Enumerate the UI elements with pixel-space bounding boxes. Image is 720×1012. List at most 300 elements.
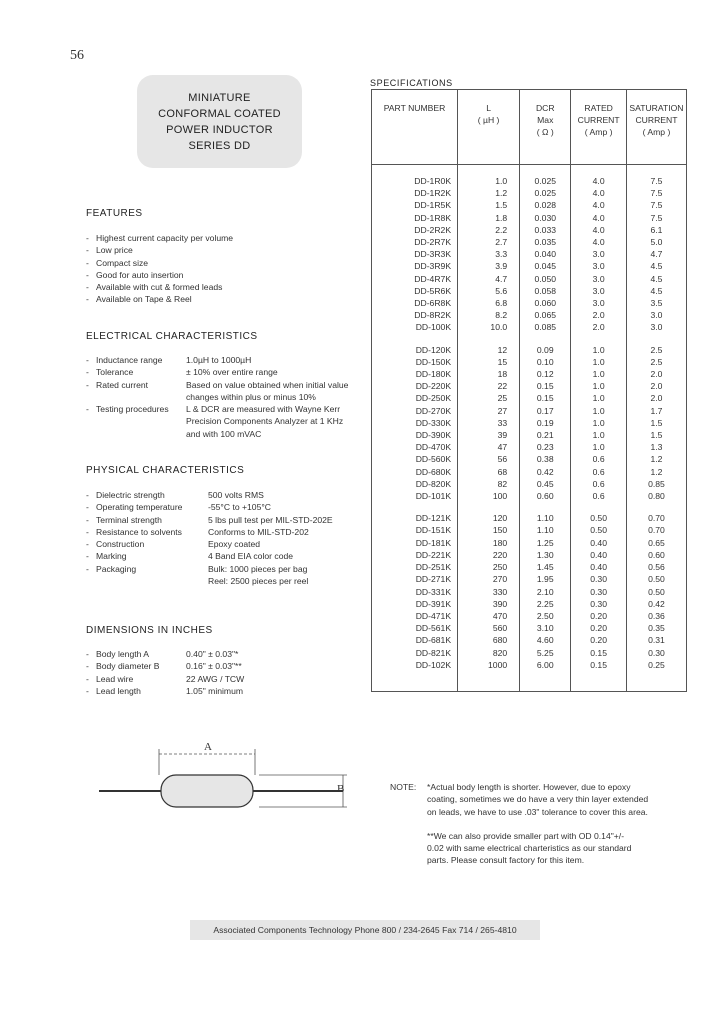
inductance-cell: 220 <box>458 549 520 561</box>
rated-current-cell: 0.50 <box>571 524 627 536</box>
dcr-cell: 0.12 <box>520 368 571 380</box>
spec-group-spacer <box>372 334 687 344</box>
spec-row <box>372 573 687 585</box>
dimension-row: - Lead wire 22 AWG / TCW <box>86 673 245 684</box>
feature-item: - Highest current capacity per volume <box>86 233 234 243</box>
electrical-heading: ELECTRICAL CHARACTERISTICS <box>86 331 258 342</box>
inductance-cell: 25 <box>458 392 520 404</box>
spec-row <box>372 429 687 441</box>
rated-current-cell: 0.50 <box>571 512 627 524</box>
part-number-cell: DD-681K <box>372 634 458 646</box>
dcr-cell: 0.10 <box>520 356 571 368</box>
dcr-cell: 0.045 <box>520 260 571 272</box>
part-number-cell: DD-471K <box>372 610 458 622</box>
spec-group-spacer <box>372 502 687 512</box>
physical-row: - Operating temperature -55°C to +105°C <box>86 502 272 513</box>
part-number-cell: DD-331K <box>372 586 458 598</box>
dcr-cell: 1.95 <box>520 573 571 585</box>
inductance-cell: 4.7 <box>458 273 520 285</box>
inductance-cell: 470 <box>458 610 520 622</box>
rated-current-cell: 0.30 <box>571 586 627 598</box>
spec-row <box>372 549 687 561</box>
inductance-cell: 10.0 <box>458 321 520 333</box>
inductance-cell: 47 <box>458 441 520 453</box>
note-line <box>427 818 707 830</box>
physical-row: - Terminal strength 5 lbs pull test per MIL-STD-202E <box>86 514 333 525</box>
part-number-cell: DD-180K <box>372 368 458 380</box>
dcr-cell: 2.50 <box>520 610 571 622</box>
physical-row: - Construction Epoxy coated <box>86 539 261 550</box>
saturation-current-cell: 3.5 <box>626 297 686 309</box>
rated-current-cell: 0.6 <box>571 466 627 478</box>
inductance-cell: 8.2 <box>458 309 520 321</box>
electrical-list <box>86 354 366 440</box>
rated-current-cell: 1.0 <box>571 368 627 380</box>
inductance-cell: 1.5 <box>458 199 520 211</box>
header-inductance: L ( µH ) <box>458 90 520 165</box>
part-number-cell: DD-470K <box>372 441 458 453</box>
inductance-cell: 39 <box>458 429 520 441</box>
dcr-cell: 0.028 <box>520 199 571 211</box>
spec-row <box>372 453 687 465</box>
feature-item: - Compact size <box>86 257 149 268</box>
header-rated-current: RATED CURRENT ( Amp ) <box>571 90 627 165</box>
part-number-cell: DD-120K <box>372 344 458 356</box>
dcr-cell: 0.065 <box>520 309 571 321</box>
saturation-current-cell: 0.80 <box>626 490 686 502</box>
part-number-cell: DD-220K <box>372 380 458 392</box>
inductance-cell: 1.0 <box>458 175 520 187</box>
rated-current-cell: 0.30 <box>571 573 627 585</box>
spec-row <box>372 175 687 187</box>
series-title-box <box>137 75 302 168</box>
dcr-cell: 0.19 <box>520 417 571 429</box>
rated-current-cell: 0.40 <box>571 549 627 561</box>
electrical-row: - Rated current Based on value obtained when initial value <box>86 379 349 390</box>
rated-current-cell: 4.0 <box>571 224 627 236</box>
saturation-current-cell: 2.0 <box>626 380 686 392</box>
dcr-cell: 0.040 <box>520 248 571 260</box>
dcr-cell: 0.42 <box>520 466 571 478</box>
dcr-cell: 0.17 <box>520 405 571 417</box>
dcr-cell: 1.30 <box>520 549 571 561</box>
saturation-current-cell: 3.0 <box>626 309 686 321</box>
inductance-cell: 3.9 <box>458 260 520 272</box>
rated-current-cell: 4.0 <box>571 199 627 211</box>
note-line: parts. Please consult factory for this item. <box>427 855 585 866</box>
features-list <box>86 232 346 306</box>
dcr-cell: 1.10 <box>520 524 571 536</box>
inductance-cell: 100 <box>458 490 520 502</box>
spec-row <box>372 586 687 598</box>
rated-current-cell: 1.0 <box>571 344 627 356</box>
saturation-current-cell: 7.5 <box>626 212 686 224</box>
rated-current-cell: 1.0 <box>571 441 627 453</box>
saturation-current-cell: 0.50 <box>626 586 686 598</box>
part-number-cell: DD-680K <box>372 466 458 478</box>
saturation-current-cell: 0.56 <box>626 561 686 573</box>
specifications-table <box>371 89 687 692</box>
rated-current-cell: 1.0 <box>571 380 627 392</box>
spec-row <box>372 285 687 297</box>
rated-current-cell: 0.20 <box>571 610 627 622</box>
inductance-cell: 15 <box>458 356 520 368</box>
spec-row <box>372 368 687 380</box>
part-number-cell: DD-2R2K <box>372 224 458 236</box>
rated-current-cell: 0.15 <box>571 659 627 671</box>
part-number-cell: DD-821K <box>372 647 458 659</box>
inductance-cell: 33 <box>458 417 520 429</box>
physical-row: - Marking 4 Band EIA color code <box>86 551 294 562</box>
dimension-row: - Lead length 1.05" minimum <box>86 685 244 696</box>
part-number-cell: DD-560K <box>372 453 458 465</box>
spec-row <box>372 466 687 478</box>
saturation-current-cell: 7.5 <box>626 175 686 187</box>
note-block <box>390 781 710 881</box>
feature-item: - Low price <box>86 245 133 256</box>
inductance-cell: 820 <box>458 647 520 659</box>
spec-table-bottom <box>372 671 687 692</box>
inductance-cell: 150 <box>458 524 520 536</box>
rated-current-cell: 1.0 <box>571 429 627 441</box>
title-line: CONFORMAL COATED <box>158 107 281 120</box>
spec-row <box>372 380 687 392</box>
saturation-current-cell: 2.5 <box>626 356 686 368</box>
spec-row <box>372 344 687 356</box>
title-line: MINIATURE <box>188 91 251 104</box>
spec-row <box>372 273 687 285</box>
saturation-current-cell: 4.5 <box>626 273 686 285</box>
spec-row <box>372 561 687 573</box>
part-number-cell: DD-121K <box>372 512 458 524</box>
part-number-cell: DD-250K <box>372 392 458 404</box>
spec-row <box>372 212 687 224</box>
spec-row <box>372 248 687 260</box>
spec-row <box>372 392 687 404</box>
inductance-cell: 1.8 <box>458 212 520 224</box>
inductance-cell: 680 <box>458 634 520 646</box>
specifications-title: SPECIFICATIONS <box>370 78 453 88</box>
spec-row <box>372 224 687 236</box>
footer-contact: Associated Components Technology Phone 800 / 234-2645 Fax 714 / 265-4810 <box>190 920 540 940</box>
part-number-cell: DD-4R7K <box>372 273 458 285</box>
rated-current-cell: 0.20 <box>571 634 627 646</box>
saturation-current-cell: 5.0 <box>626 236 686 248</box>
part-number-cell: DD-271K <box>372 573 458 585</box>
spec-row <box>372 512 687 524</box>
part-number-cell: DD-8R2K <box>372 309 458 321</box>
inductance-cell: 27 <box>458 405 520 417</box>
inductance-cell: 82 <box>458 478 520 490</box>
saturation-current-cell: 0.70 <box>626 512 686 524</box>
physical-row: Reel: 2500 pieces per reel <box>208 576 309 587</box>
rated-current-cell: 0.40 <box>571 537 627 549</box>
part-number-cell: DD-221K <box>372 549 458 561</box>
dcr-cell: 0.058 <box>520 285 571 297</box>
physical-list <box>86 489 366 587</box>
dcr-cell: 1.10 <box>520 512 571 524</box>
dcr-cell: 0.033 <box>520 224 571 236</box>
part-number-cell: DD-3R9K <box>372 260 458 272</box>
rated-current-cell: 3.0 <box>571 297 627 309</box>
part-number-cell: DD-150K <box>372 356 458 368</box>
dcr-cell: 0.025 <box>520 187 571 199</box>
spec-row <box>372 634 687 646</box>
feature-item: - Available on Tape & Reel <box>86 294 192 305</box>
rated-current-cell: 2.0 <box>571 321 627 333</box>
spec-row <box>372 622 687 634</box>
saturation-current-cell: 7.5 <box>626 187 686 199</box>
rated-current-cell: 0.15 <box>571 647 627 659</box>
inductance-cell: 1000 <box>458 659 520 671</box>
part-number-cell: DD-390K <box>372 429 458 441</box>
spec-row <box>372 356 687 368</box>
physical-row: - Packaging Bulk: 1000 pieces per bag <box>86 563 308 574</box>
dcr-cell: 0.15 <box>520 392 571 404</box>
dcr-cell: 2.10 <box>520 586 571 598</box>
spec-row <box>372 537 687 549</box>
inductance-cell: 180 <box>458 537 520 549</box>
saturation-current-cell: 0.85 <box>626 478 686 490</box>
rated-current-cell: 4.0 <box>571 212 627 224</box>
dcr-cell: 1.25 <box>520 537 571 549</box>
part-number-cell: DD-3R3K <box>372 248 458 260</box>
dcr-cell: 0.030 <box>520 212 571 224</box>
feature-item: - Available with cut & formed leads <box>86 282 223 293</box>
physical-row: - Dielectric strength 500 volts RMS <box>86 490 264 500</box>
dcr-cell: 3.10 <box>520 622 571 634</box>
saturation-current-cell: 3.0 <box>626 321 686 333</box>
note-label: NOTE: <box>390 782 417 792</box>
dimensions-heading: DIMENSIONS IN INCHES <box>86 625 213 636</box>
spec-row <box>372 321 687 333</box>
spec-header-row <box>372 90 687 165</box>
saturation-current-cell: 0.60 <box>626 549 686 561</box>
saturation-current-cell: 6.1 <box>626 224 686 236</box>
spec-row <box>372 441 687 453</box>
inductance-cell: 56 <box>458 453 520 465</box>
part-number-cell: DD-151K <box>372 524 458 536</box>
spec-group-spacer <box>372 165 687 176</box>
spec-row <box>372 199 687 211</box>
dimensions-list <box>86 648 346 697</box>
saturation-current-cell: 4.7 <box>626 248 686 260</box>
rated-current-cell: 3.0 <box>571 285 627 297</box>
electrical-row: - Tolerance ± 10% over entire range <box>86 367 278 378</box>
features-heading: FEATURES <box>86 208 143 219</box>
part-number-cell: DD-1R5K <box>372 199 458 211</box>
inductance-cell: 2.2 <box>458 224 520 236</box>
part-number-cell: DD-1R0K <box>372 175 458 187</box>
header-saturation-current: SATURATION CURRENT ( Amp ) <box>626 90 686 165</box>
inductance-cell: 68 <box>458 466 520 478</box>
saturation-current-cell: 2.0 <box>626 368 686 380</box>
rated-current-cell: 0.30 <box>571 598 627 610</box>
electrical-row: changes within plus or minus 10% <box>186 391 316 402</box>
saturation-current-cell: 7.5 <box>626 199 686 211</box>
dcr-cell: 0.060 <box>520 297 571 309</box>
dcr-cell: 0.085 <box>520 321 571 333</box>
saturation-current-cell: 0.35 <box>626 622 686 634</box>
dcr-cell: 0.60 <box>520 490 571 502</box>
rated-current-cell: 0.6 <box>571 453 627 465</box>
inductance-cell: 2.7 <box>458 236 520 248</box>
rated-current-cell: 1.0 <box>571 417 627 429</box>
rated-current-cell: 0.40 <box>571 561 627 573</box>
rated-current-cell: 4.0 <box>571 236 627 248</box>
electrical-row: Precision Components Analyzer at 1 KHz <box>186 416 344 427</box>
part-number-cell: DD-1R8K <box>372 212 458 224</box>
page-number: 56 <box>70 48 84 63</box>
saturation-current-cell: 4.5 <box>626 285 686 297</box>
note-text <box>427 781 707 867</box>
inductance-cell: 6.8 <box>458 297 520 309</box>
spec-row <box>372 659 687 671</box>
spec-row <box>372 187 687 199</box>
electrical-row: and with 100 mVAC <box>186 428 262 439</box>
rated-current-cell: 4.0 <box>571 187 627 199</box>
spec-row <box>372 405 687 417</box>
inductance-cell: 120 <box>458 512 520 524</box>
dim-b-label: B <box>337 783 345 795</box>
dcr-cell: 2.25 <box>520 598 571 610</box>
saturation-current-cell: 1.5 <box>626 417 686 429</box>
rated-current-cell: 3.0 <box>571 248 627 260</box>
part-number-cell: DD-561K <box>372 622 458 634</box>
physical-row: - Resistance to solvents Conforms to MIL-STD-202 <box>86 526 309 537</box>
inductance-cell: 250 <box>458 561 520 573</box>
note-line: **We can also provide smaller part with OD 0.14"+/- <box>427 830 625 841</box>
note-line: 0.02 with same electrical charteristics as our standard <box>427 843 632 854</box>
dim-a-label: A <box>204 741 212 753</box>
rated-current-cell: 1.0 <box>571 356 627 368</box>
saturation-current-cell: 0.70 <box>626 524 686 536</box>
part-number-cell: DD-270K <box>372 405 458 417</box>
inductance-cell: 390 <box>458 598 520 610</box>
dcr-cell: 0.025 <box>520 175 571 187</box>
rated-current-cell: 2.0 <box>571 309 627 321</box>
inductor-dimension-diagram <box>95 735 365 815</box>
dimension-row: - Body length A 0.40" ± 0.03"* <box>86 649 239 659</box>
inductance-cell: 12 <box>458 344 520 356</box>
part-number-cell: DD-100K <box>372 321 458 333</box>
title-line: SERIES DD <box>188 139 251 152</box>
title-line: POWER INDUCTOR <box>166 123 273 136</box>
rated-current-cell: 1.0 <box>571 392 627 404</box>
spec-table-body <box>372 165 687 692</box>
part-number-cell: DD-102K <box>372 659 458 671</box>
inductance-cell: 330 <box>458 586 520 598</box>
part-number-cell: DD-2R7K <box>372 236 458 248</box>
dcr-cell: 0.23 <box>520 441 571 453</box>
saturation-current-cell: 1.3 <box>626 441 686 453</box>
spec-row <box>372 524 687 536</box>
part-number-cell: DD-330K <box>372 417 458 429</box>
saturation-current-cell: 0.36 <box>626 610 686 622</box>
dcr-cell: 0.15 <box>520 380 571 392</box>
header-part-number: PART NUMBER <box>372 90 458 165</box>
saturation-current-cell: 1.7 <box>626 405 686 417</box>
spec-row <box>372 598 687 610</box>
saturation-current-cell: 1.2 <box>626 453 686 465</box>
dcr-cell: 4.60 <box>520 634 571 646</box>
rated-current-cell: 0.20 <box>571 622 627 634</box>
electrical-row: - Inductance range 1.0µH to 1000µH <box>86 355 252 365</box>
inductance-cell: 270 <box>458 573 520 585</box>
spec-row <box>372 417 687 429</box>
dcr-cell: 1.45 <box>520 561 571 573</box>
spec-row <box>372 236 687 248</box>
physical-heading: PHYSICAL CHARACTERISTICS <box>86 465 245 476</box>
electrical-row: - Testing procedures L & DCR are measured with Wayne Kerr <box>86 404 341 415</box>
rated-current-cell: 3.0 <box>571 273 627 285</box>
rated-current-cell: 3.0 <box>571 260 627 272</box>
saturation-current-cell: 0.31 <box>626 634 686 646</box>
note-line: *Actual body length is shorter. However, due to epoxy <box>427 782 631 792</box>
rated-current-cell: 0.6 <box>571 490 627 502</box>
saturation-current-cell: 1.5 <box>626 429 686 441</box>
part-number-cell: DD-5R6K <box>372 285 458 297</box>
feature-item: - Good for auto insertion <box>86 269 184 280</box>
note-line: on leads, we have to use .03" tolerance to cover this area. <box>427 806 648 817</box>
inductance-cell: 560 <box>458 622 520 634</box>
saturation-current-cell: 0.25 <box>626 659 686 671</box>
spec-row <box>372 297 687 309</box>
saturation-current-cell: 2.0 <box>626 392 686 404</box>
dcr-cell: 6.00 <box>520 659 571 671</box>
spec-row <box>372 260 687 272</box>
inductor-body <box>161 775 253 807</box>
part-number-cell: DD-1R2K <box>372 187 458 199</box>
part-number-cell: DD-101K <box>372 490 458 502</box>
part-number-cell: DD-6R8K <box>372 297 458 309</box>
saturation-current-cell: 1.2 <box>626 466 686 478</box>
dcr-cell: 0.09 <box>520 344 571 356</box>
dcr-cell: 5.25 <box>520 647 571 659</box>
spec-row <box>372 309 687 321</box>
dcr-cell: 0.035 <box>520 236 571 248</box>
saturation-current-cell: 0.42 <box>626 598 686 610</box>
dcr-cell: 0.050 <box>520 273 571 285</box>
part-number-cell: DD-820K <box>372 478 458 490</box>
inductance-cell: 1.2 <box>458 187 520 199</box>
part-number-cell: DD-391K <box>372 598 458 610</box>
dcr-cell: 0.21 <box>520 429 571 441</box>
saturation-current-cell: 0.50 <box>626 573 686 585</box>
header-dcr: DCR Max ( Ω ) <box>520 90 571 165</box>
note-line: coating, sometimes we do have a very thin layer extended <box>427 794 649 805</box>
dcr-cell: 0.45 <box>520 478 571 490</box>
inductance-cell: 22 <box>458 380 520 392</box>
spec-row <box>372 610 687 622</box>
dcr-cell: 0.38 <box>520 453 571 465</box>
spec-row <box>372 647 687 659</box>
inductance-cell: 18 <box>458 368 520 380</box>
saturation-current-cell: 2.5 <box>626 344 686 356</box>
rated-current-cell: 1.0 <box>571 405 627 417</box>
spec-row <box>372 490 687 502</box>
saturation-current-cell: 4.5 <box>626 260 686 272</box>
saturation-current-cell: 0.65 <box>626 537 686 549</box>
inductance-cell: 3.3 <box>458 248 520 260</box>
rated-current-cell: 0.6 <box>571 478 627 490</box>
saturation-current-cell: 0.30 <box>626 647 686 659</box>
inductance-cell: 5.6 <box>458 285 520 297</box>
dimension-row: - Body diameter B 0.16" ± 0.03"** <box>86 661 242 672</box>
part-number-cell: DD-181K <box>372 537 458 549</box>
rated-current-cell: 4.0 <box>571 175 627 187</box>
part-number-cell: DD-251K <box>372 561 458 573</box>
